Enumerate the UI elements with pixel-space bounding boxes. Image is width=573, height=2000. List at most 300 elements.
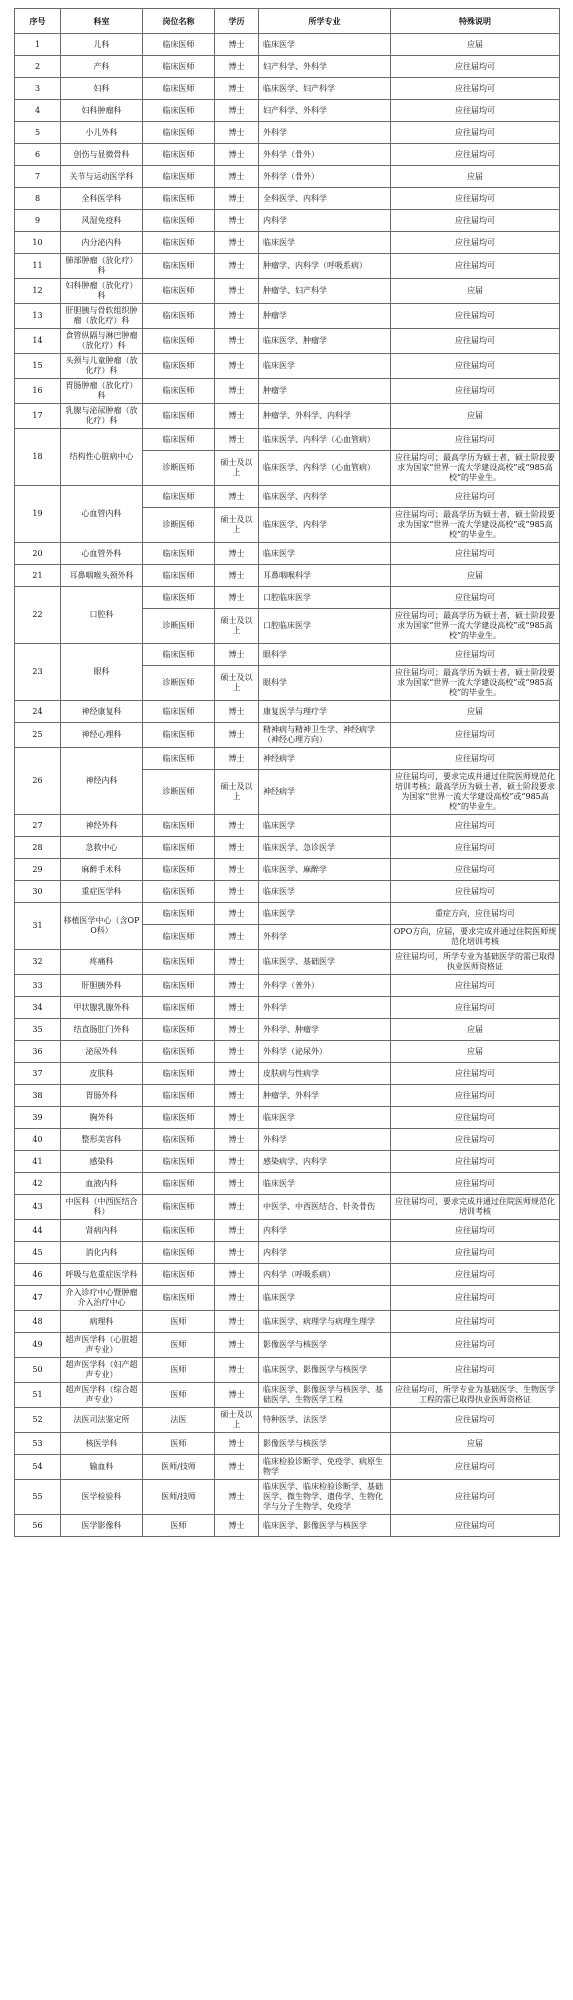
cell-education: 博士: [215, 1515, 259, 1537]
cell-education: 硕士及以上: [215, 1408, 259, 1433]
cell-position: 临床医师: [143, 837, 215, 859]
cell-education: 博士: [215, 859, 259, 881]
cell-position: 临床医师: [143, 903, 215, 925]
cell-major: 影像医学与核医学: [259, 1333, 391, 1358]
table-row: [15, 232, 560, 254]
cell-education: 博士: [215, 950, 259, 975]
table-row: [15, 587, 560, 609]
cell-note: 重症方向，应往届均可: [391, 903, 560, 925]
cell-no: 2: [15, 56, 61, 78]
table-row: [15, 903, 560, 925]
cell-note: 应往届均可: [391, 429, 560, 451]
cell-major: 外科学: [259, 925, 391, 950]
cell-education: 博士: [215, 122, 259, 144]
cell-note: 应往届均可: [391, 210, 560, 232]
cell-dept: 超声医学科（心脏超声专业）: [61, 1333, 143, 1358]
cell-dept: 头颈与儿童肿瘤（放化疗）科: [61, 354, 143, 379]
table-row: [15, 997, 560, 1019]
cell-position: 医师/技师: [143, 1455, 215, 1480]
cell-major: 外科学、肿瘤学: [259, 1019, 391, 1041]
cell-dept: 耳鼻咽喉头颈外科: [61, 565, 143, 587]
cell-note: 应往届均可，所学专业为基础医学的需已取得执业医师资格证: [391, 950, 560, 975]
cell-note: 应届: [391, 565, 560, 587]
cell-position: 临床医师: [143, 1195, 215, 1220]
cell-major: 临床医学: [259, 815, 391, 837]
cell-position: 临床医师: [143, 1041, 215, 1063]
cell-education: 博士: [215, 486, 259, 508]
cell-no: 39: [15, 1107, 61, 1129]
cell-education: 博士: [215, 1242, 259, 1264]
cell-note: 应往届均可: [391, 1242, 560, 1264]
cell-note: 应往届均可: [391, 329, 560, 354]
cell-note: 应往届均可，所学专业为基础医学、生物医学工程的需已取得执业医师资格证: [391, 1383, 560, 1408]
cell-note: 应往届均可: [391, 144, 560, 166]
cell-education: 博士: [215, 329, 259, 354]
cell-no: 23: [15, 644, 61, 701]
cell-education: 博士: [215, 1433, 259, 1455]
cell-dept: 口腔科: [61, 587, 143, 644]
cell-major: 临床医学、内科学: [259, 508, 391, 543]
cell-major: 肿瘤学、妇产科学: [259, 279, 391, 304]
cell-education: 博士: [215, 925, 259, 950]
cell-major: 外科学（骨外）: [259, 144, 391, 166]
cell-position: 临床医师: [143, 122, 215, 144]
cell-no: 55: [15, 1480, 61, 1515]
cell-education: 博士: [215, 1151, 259, 1173]
cell-education: 博士: [215, 644, 259, 666]
cell-dept: 乳腺与泌尿肿瘤（放化疗）科: [61, 404, 143, 429]
cell-position: 临床医师: [143, 859, 215, 881]
cell-note: 应往届均可: [391, 1264, 560, 1286]
cell-position: 医师/技师: [143, 1480, 215, 1515]
table-row: [15, 859, 560, 881]
table-row: [15, 1041, 560, 1063]
cell-dept: 神经心理科: [61, 723, 143, 748]
table-row: [15, 1151, 560, 1173]
cell-education: 博士: [215, 188, 259, 210]
table-row: [15, 329, 560, 354]
cell-no: 29: [15, 859, 61, 881]
col-header-no: 序号: [15, 9, 61, 34]
cell-education: 博士: [215, 587, 259, 609]
cell-dept: 血液内科: [61, 1173, 143, 1195]
cell-note: 应往届均可: [391, 254, 560, 279]
cell-dept: 妇科肿瘤科: [61, 100, 143, 122]
table-row: [15, 1242, 560, 1264]
cell-note: 应往届均可；最高学历为硕士者，硕士阶段要求为国家“世界一流大学建设高校”或“985高校”的毕业生。: [391, 451, 560, 486]
cell-major: 康复医学与理疗学: [259, 701, 391, 723]
cell-note: 应往届均可: [391, 1358, 560, 1383]
cell-no: 36: [15, 1041, 61, 1063]
cell-position: 诊断医师: [143, 508, 215, 543]
cell-no: 43: [15, 1195, 61, 1220]
cell-note: 应往届均可: [391, 723, 560, 748]
cell-education: 博士: [215, 304, 259, 329]
cell-note: 应届: [391, 404, 560, 429]
cell-education: 博士: [215, 748, 259, 770]
cell-position: 临床医师: [143, 543, 215, 565]
cell-major: 影像医学与核医学: [259, 1433, 391, 1455]
table-row: [15, 815, 560, 837]
table-row: [15, 210, 560, 232]
cell-note: 应往届均可: [391, 1455, 560, 1480]
cell-major: 临床医学、肿瘤学: [259, 329, 391, 354]
cell-note: 应往届均可: [391, 100, 560, 122]
table-row: [15, 1311, 560, 1333]
cell-education: 硕士及以上: [215, 666, 259, 701]
cell-major: 特种医学、法医学: [259, 1408, 391, 1433]
cell-no: 28: [15, 837, 61, 859]
cell-note: 应往届均可；最高学历为硕士者，硕士阶段要求为国家“世界一流大学建设高校”或“985高校”的毕业生。: [391, 666, 560, 701]
cell-education: 硕士及以上: [215, 508, 259, 543]
cell-dept: 感染科: [61, 1151, 143, 1173]
cell-major: 临床医学: [259, 903, 391, 925]
table-row: [15, 950, 560, 975]
cell-position: 临床医师: [143, 232, 215, 254]
cell-position: 临床医师: [143, 404, 215, 429]
table-row: [15, 881, 560, 903]
table-row: [15, 1107, 560, 1129]
cell-dept: 妇科: [61, 78, 143, 100]
cell-education: 博士: [215, 975, 259, 997]
cell-no: 14: [15, 329, 61, 354]
cell-no: 56: [15, 1515, 61, 1537]
cell-no: 7: [15, 166, 61, 188]
cell-note: 应往届均可: [391, 1333, 560, 1358]
table-row: [15, 1408, 560, 1433]
cell-note: 应届: [391, 701, 560, 723]
cell-position: 临床医师: [143, 329, 215, 354]
cell-note: 应往届均可: [391, 78, 560, 100]
cell-note: 应届: [391, 34, 560, 56]
cell-dept: 神经外科: [61, 815, 143, 837]
cell-position: 诊断医师: [143, 666, 215, 701]
cell-position: 医师: [143, 1433, 215, 1455]
cell-note: 应往届均可: [391, 1408, 560, 1433]
recruitment-table: [14, 8, 560, 1537]
cell-no: 41: [15, 1151, 61, 1173]
cell-position: 临床医师: [143, 304, 215, 329]
cell-major: 口腔临床医学: [259, 587, 391, 609]
cell-position: 临床医师: [143, 100, 215, 122]
cell-position: 临床医师: [143, 925, 215, 950]
cell-major: 外科学（骨外）: [259, 166, 391, 188]
table-row: [15, 723, 560, 748]
table-row: [15, 543, 560, 565]
cell-education: 博士: [215, 1129, 259, 1151]
cell-dept: 医学检验科: [61, 1480, 143, 1515]
table-row: [15, 379, 560, 404]
cell-dept: 肝胆胰外科: [61, 975, 143, 997]
cell-education: 博士: [215, 565, 259, 587]
cell-position: 医师: [143, 1311, 215, 1333]
cell-education: 硕士及以上: [215, 451, 259, 486]
cell-no: 31: [15, 903, 61, 950]
table-row: [15, 279, 560, 304]
cell-dept: 食管纵隔与淋巴肿瘤（放化疗）科: [61, 329, 143, 354]
table-row: [15, 1063, 560, 1085]
cell-note: 应往届均可: [391, 122, 560, 144]
cell-note: 应往届均可: [391, 379, 560, 404]
table-row: [15, 1383, 560, 1408]
cell-position: 临床医师: [143, 881, 215, 903]
cell-position: 临床医师: [143, 56, 215, 78]
cell-dept: 肾病内科: [61, 1220, 143, 1242]
cell-dept: 甲状腺乳腺外科: [61, 997, 143, 1019]
cell-major: 内科学: [259, 1220, 391, 1242]
cell-education: 博士: [215, 144, 259, 166]
cell-position: 临床医师: [143, 950, 215, 975]
table-row: [15, 1480, 560, 1515]
table-row: [15, 1173, 560, 1195]
cell-dept: 儿科: [61, 34, 143, 56]
cell-no: 54: [15, 1455, 61, 1480]
cell-no: 33: [15, 975, 61, 997]
table-row: [15, 254, 560, 279]
cell-dept: 产科: [61, 56, 143, 78]
cell-dept: 眼科: [61, 644, 143, 701]
cell-major: 全科医学、内科学: [259, 188, 391, 210]
cell-education: 硕士及以上: [215, 609, 259, 644]
cell-dept: 风湿免疫科: [61, 210, 143, 232]
cell-education: 博士: [215, 837, 259, 859]
cell-no: 35: [15, 1019, 61, 1041]
cell-position: 临床医师: [143, 1264, 215, 1286]
cell-education: 博士: [215, 903, 259, 925]
table-row: [15, 404, 560, 429]
cell-education: 博士: [215, 723, 259, 748]
cell-position: 临床医师: [143, 1129, 215, 1151]
cell-position: 临床医师: [143, 486, 215, 508]
cell-no: 32: [15, 950, 61, 975]
cell-major: 临床医学、麻醉学: [259, 859, 391, 881]
col-header-position: 岗位名称: [143, 9, 215, 34]
table-row: [15, 1358, 560, 1383]
cell-note: 应往届均可，要求完成并通过住院医师规范化培训考核: [391, 1195, 560, 1220]
cell-major: 临床医学: [259, 1286, 391, 1311]
cell-dept: 内分泌内科: [61, 232, 143, 254]
cell-no: 20: [15, 543, 61, 565]
cell-no: 12: [15, 279, 61, 304]
cell-position: 诊断医师: [143, 770, 215, 815]
cell-no: 15: [15, 354, 61, 379]
cell-dept: 呼吸与危重症医学科: [61, 1264, 143, 1286]
cell-no: 49: [15, 1333, 61, 1358]
table-row: [15, 1286, 560, 1311]
cell-education: 博士: [215, 1383, 259, 1408]
cell-major: 外科学: [259, 1129, 391, 1151]
cell-note: 应往届均可: [391, 1063, 560, 1085]
cell-major: 精神病与精神卫生学、神经病学（神经心理方向）: [259, 723, 391, 748]
cell-dept: 超声医学科（综合超声专业）: [61, 1383, 143, 1408]
cell-major: 临床医学、妇产科学: [259, 78, 391, 100]
cell-education: 博士: [215, 210, 259, 232]
cell-dept: 法医司法鉴定所: [61, 1408, 143, 1433]
cell-dept: 移植医学中心（含OPO科）: [61, 903, 143, 950]
table-row: [15, 1220, 560, 1242]
cell-education: 博士: [215, 1041, 259, 1063]
cell-dept: 结直肠肛门外科: [61, 1019, 143, 1041]
cell-position: 临床医师: [143, 188, 215, 210]
table-row: [15, 748, 560, 770]
col-header-major: 所学专业: [259, 9, 391, 34]
cell-dept: 结构性心脏病中心: [61, 429, 143, 486]
cell-position: 临床医师: [143, 1063, 215, 1085]
cell-major: 耳鼻咽喉科学: [259, 565, 391, 587]
cell-note: 应往届均可: [391, 748, 560, 770]
cell-dept: 全科医学科: [61, 188, 143, 210]
cell-position: 临床医师: [143, 279, 215, 304]
cell-major: 临床医学、内科学: [259, 486, 391, 508]
cell-major: 内科学（呼吸系病）: [259, 1264, 391, 1286]
cell-note: 应往届均可: [391, 1515, 560, 1537]
table-row: [15, 486, 560, 508]
cell-note: 应往届均可: [391, 1286, 560, 1311]
cell-major: 外科学（泌尿外）: [259, 1041, 391, 1063]
cell-no: 17: [15, 404, 61, 429]
table-row: [15, 701, 560, 723]
cell-position: 医师: [143, 1383, 215, 1408]
cell-note: 应往届均可: [391, 56, 560, 78]
cell-no: 5: [15, 122, 61, 144]
cell-major: 神经病学: [259, 748, 391, 770]
cell-note: 应往届均可: [391, 1173, 560, 1195]
table-row: [15, 34, 560, 56]
table-row: [15, 1195, 560, 1220]
cell-position: 临床医师: [143, 815, 215, 837]
cell-dept: 病理科: [61, 1311, 143, 1333]
cell-education: 博士: [215, 166, 259, 188]
table-row: [15, 144, 560, 166]
cell-major: 感染病学、内科学: [259, 1151, 391, 1173]
cell-dept: 整形美容科: [61, 1129, 143, 1151]
cell-position: 临床医师: [143, 748, 215, 770]
cell-dept: 重症医学科: [61, 881, 143, 903]
cell-note: 应往届均可: [391, 486, 560, 508]
cell-major: 外科学: [259, 122, 391, 144]
cell-note: 应往届均可: [391, 881, 560, 903]
cell-dept: 消化内科: [61, 1242, 143, 1264]
cell-no: 11: [15, 254, 61, 279]
cell-position: 临床医师: [143, 166, 215, 188]
cell-major: 临床医学、基础医学: [259, 950, 391, 975]
cell-note: 应届: [391, 1433, 560, 1455]
cell-position: 临床医师: [143, 1173, 215, 1195]
cell-dept: 肺部肿瘤（放化疗）科: [61, 254, 143, 279]
cell-position: 临床医师: [143, 975, 215, 997]
cell-no: 37: [15, 1063, 61, 1085]
cell-position: 临床医师: [143, 587, 215, 609]
cell-position: 临床医师: [143, 1286, 215, 1311]
cell-major: 外科学: [259, 997, 391, 1019]
cell-dept: 小儿外科: [61, 122, 143, 144]
cell-no: 30: [15, 881, 61, 903]
cell-education: 博士: [215, 1220, 259, 1242]
cell-major: 肿瘤学、外科学: [259, 1085, 391, 1107]
cell-no: 4: [15, 100, 61, 122]
table-row: [15, 1085, 560, 1107]
cell-dept: 输血科: [61, 1455, 143, 1480]
table-row: [15, 975, 560, 997]
cell-position: 医师: [143, 1333, 215, 1358]
cell-note: 应届: [391, 1019, 560, 1041]
cell-no: 21: [15, 565, 61, 587]
cell-dept: 中医科（中西医结合科）: [61, 1195, 143, 1220]
cell-no: 42: [15, 1173, 61, 1195]
table-row: [15, 565, 560, 587]
cell-note: 应往届均可；最高学历为硕士者，硕士阶段要求为国家“世界一流大学建设高校”或“985高校”的毕业生。: [391, 508, 560, 543]
cell-education: 博士: [215, 78, 259, 100]
cell-major: 临床医学: [259, 1107, 391, 1129]
cell-education: 博士: [215, 1286, 259, 1311]
cell-position: 临床医师: [143, 1220, 215, 1242]
col-header-education: 学历: [215, 9, 259, 34]
table-row: [15, 56, 560, 78]
cell-major: 皮肤病与性病学: [259, 1063, 391, 1085]
cell-education: 博士: [215, 379, 259, 404]
cell-no: 47: [15, 1286, 61, 1311]
cell-position: 临床医师: [143, 1151, 215, 1173]
cell-education: 博士: [215, 543, 259, 565]
cell-major: 口腔临床医学: [259, 609, 391, 644]
cell-note: 应往届均可: [391, 1220, 560, 1242]
cell-major: 临床医学: [259, 34, 391, 56]
cell-note: 应往届均可: [391, 859, 560, 881]
cell-no: 25: [15, 723, 61, 748]
cell-position: 临床医师: [143, 144, 215, 166]
cell-note: 应往届均可: [391, 1311, 560, 1333]
cell-no: 38: [15, 1085, 61, 1107]
cell-note: 应往届均可: [391, 1151, 560, 1173]
cell-dept: 医学影像科: [61, 1515, 143, 1537]
cell-education: 博士: [215, 34, 259, 56]
cell-education: 博士: [215, 429, 259, 451]
cell-no: 50: [15, 1358, 61, 1383]
cell-note: 应届: [391, 1041, 560, 1063]
table-row: [15, 122, 560, 144]
cell-education: 博士: [215, 1333, 259, 1358]
cell-note: 应往届均可: [391, 975, 560, 997]
table-row: [15, 1433, 560, 1455]
cell-note: 应往届均可: [391, 1480, 560, 1515]
cell-position: 临床医师: [143, 254, 215, 279]
cell-dept: 急救中心: [61, 837, 143, 859]
cell-major: 临床检验诊断学、免疫学、病原生物学: [259, 1455, 391, 1480]
cell-no: 48: [15, 1311, 61, 1333]
cell-major: 肿瘤学: [259, 304, 391, 329]
cell-no: 6: [15, 144, 61, 166]
cell-no: 13: [15, 304, 61, 329]
cell-major: 临床医学: [259, 1173, 391, 1195]
cell-education: 博士: [215, 815, 259, 837]
cell-dept: 超声医学科（妇产超声专业）: [61, 1358, 143, 1383]
cell-education: 博士: [215, 1480, 259, 1515]
cell-no: 26: [15, 748, 61, 815]
table-row: [15, 1455, 560, 1480]
cell-no: 22: [15, 587, 61, 644]
cell-education: 博士: [215, 354, 259, 379]
cell-dept: 关节与运动医学科: [61, 166, 143, 188]
cell-dept: 胃肠外科: [61, 1085, 143, 1107]
cell-major: 临床医学、临床检验诊断学、基础医学、微生物学、遗传学、生物化学与分子生物学、免疫学: [259, 1480, 391, 1515]
cell-position: 医师: [143, 1515, 215, 1537]
cell-position: 临床医师: [143, 565, 215, 587]
cell-no: 19: [15, 486, 61, 543]
cell-major: 临床医学、内科学（心血管病）: [259, 429, 391, 451]
cell-no: 34: [15, 997, 61, 1019]
cell-education: 博士: [215, 100, 259, 122]
cell-no: 18: [15, 429, 61, 486]
